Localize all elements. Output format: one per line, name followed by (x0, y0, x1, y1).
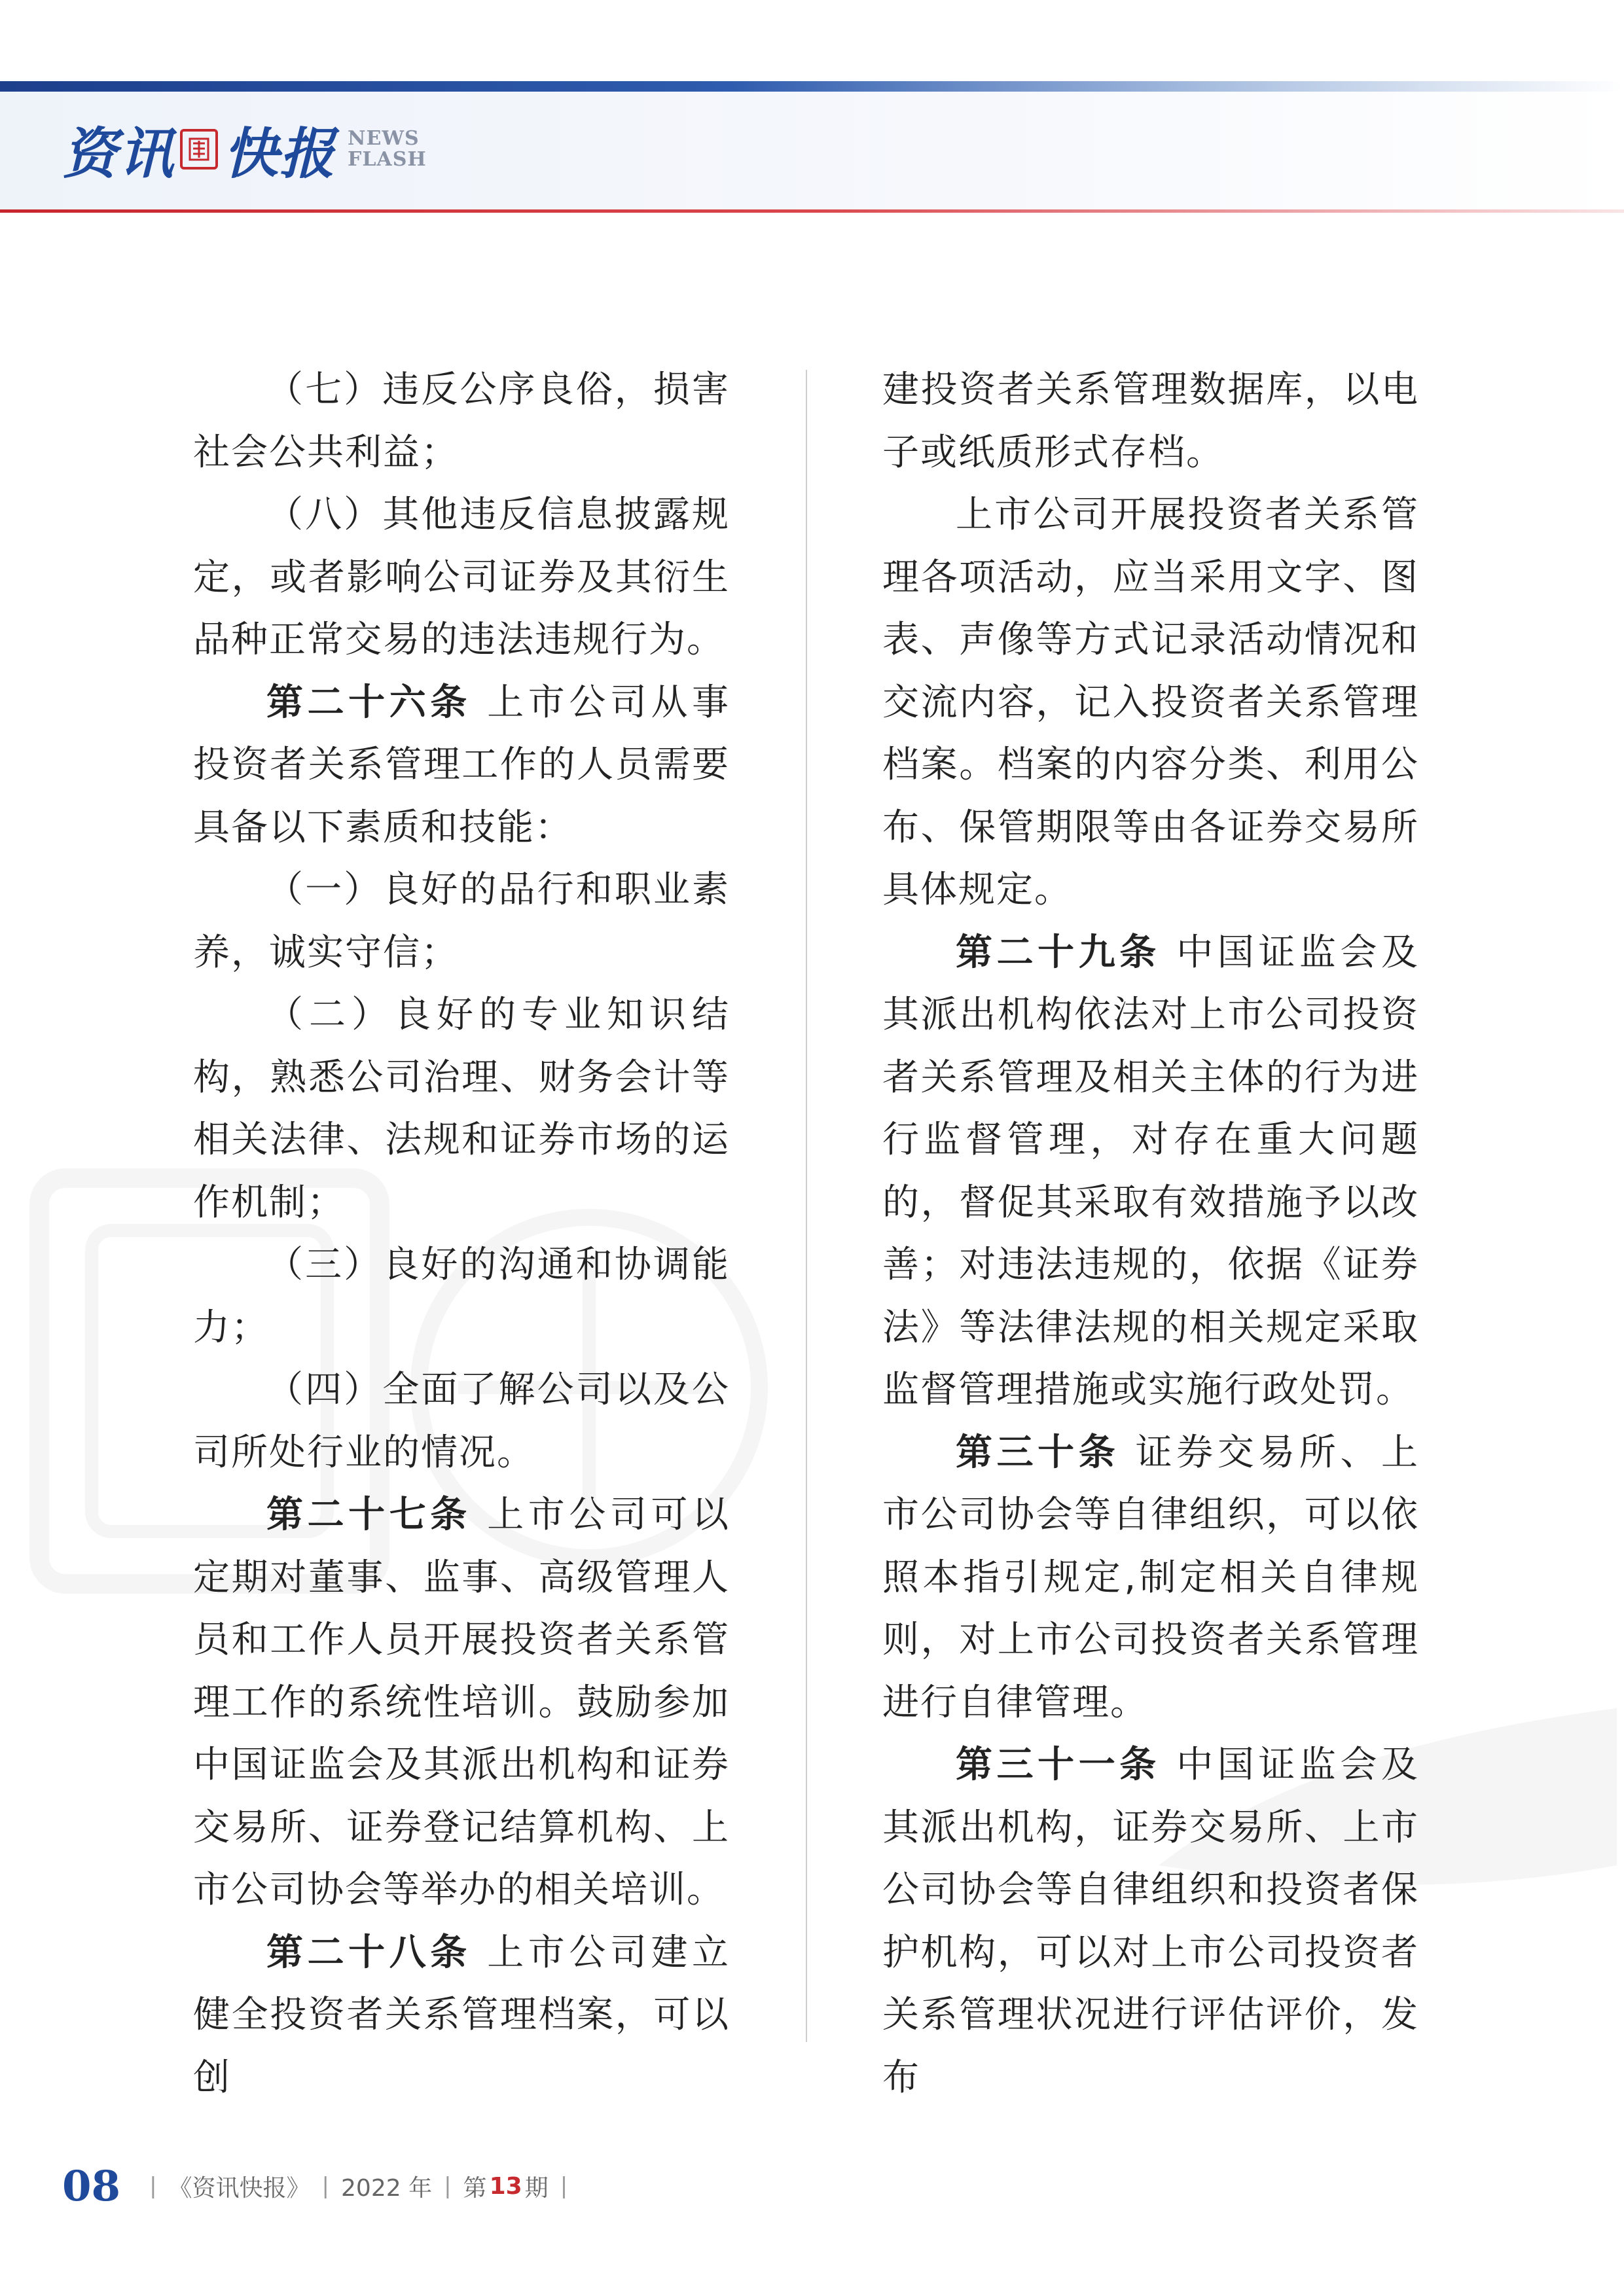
masthead-title-part2: 快报 (223, 120, 336, 186)
article-label: 第三十一条 (956, 1744, 1161, 1786)
right-column (882, 359, 1419, 2109)
footer-issue-suffix: 期 (524, 2174, 549, 2202)
left-paragraph-3 (193, 859, 730, 984)
footer-separator: | (444, 2173, 452, 2199)
header-top-bar (0, 81, 1624, 92)
paragraph-text: 中国证监会及其派出机构依法对上市公司投资者关系管理及相关主体的行为进行监督管理，对存在重大问题的，督促其采取有效措施予以改善；对违法违规的，依据《证券法》等法律法规的相关规定采取监督管理措施或实施行政处罚。 (882, 931, 1419, 1411)
masthead-english-line2: FLASH (348, 148, 427, 171)
column-divider (806, 370, 807, 2042)
footer-issue-prefix: 第 (463, 2174, 487, 2202)
paragraph-text: 上市公司从事投资者关系管理工作的人员需要具备以下素质和技能： (193, 681, 730, 849)
footer-publication: 《资讯快报》 (168, 2174, 310, 2202)
paragraph-text: （八）其他违反信息披露规定，或者影响公司证券及其衍生品种正常交易的违法违规行为。 (193, 493, 730, 661)
paragraph-text: （三）良好的沟通和协调能力； (193, 1244, 730, 1349)
paragraph-text: （七）违反公序良俗，损害社会公共利益； (193, 368, 730, 474)
right-paragraph-0 (882, 359, 1419, 484)
page-footer (62, 2160, 579, 2212)
left-column (193, 359, 730, 2109)
article-label: 第二十八条 (266, 1931, 471, 1974)
left-paragraph-8 (193, 1922, 730, 2109)
masthead-title-part1: 资讯 (62, 120, 175, 186)
footer-separator: | (149, 2173, 157, 2199)
header-red-rule (0, 209, 1624, 213)
right-paragraph-1 (882, 484, 1419, 922)
paragraph-text: 上市公司开展投资者关系管理各项活动，应当采用文字、图表、声像等方式记录活动情况和交流内容，记入投资者关系管理档案。档案的内容分类、利用公布、保管期限等由各证券交易所具体规定。 (882, 493, 1419, 911)
left-paragraph-7 (193, 1484, 730, 1922)
article-label: 第二十七条 (266, 1494, 471, 1536)
right-paragraph-3 (882, 1422, 1419, 1734)
article-label: 第二十九条 (956, 931, 1161, 974)
article-label: 第三十条 (956, 1431, 1120, 1474)
footer-separator: | (560, 2173, 568, 2199)
paragraph-text: （二）良好的专业知识结构，熟悉公司治理、财务会计等相关法律、法规和证券市场的运作机制； (193, 994, 730, 1224)
paragraph-text: （四）全面了解公司以及公司所处行业的情况。 (193, 1369, 730, 1474)
paragraph-text: （一）良好的品行和职业素养，诚实守信； (193, 869, 730, 974)
masthead-english (348, 128, 427, 170)
paragraph-text: 上市公司可以定期对董事、监事、高级管理人员和工作人员开展投资者关系管理工作的系统性培训。鼓励参加中国证监会及其派出机构和证券交易所、证券登记结算机构、上市公司协会等举办的相关培训。 (193, 1494, 730, 1911)
masthead-logo (62, 110, 427, 188)
footer-year: 2022 年 (341, 2174, 433, 2202)
paragraph-text: 证券交易所、上市公司协会等自律组织，可以依照本指引规定,制定相关自律规则，对上市公司投资者关系管理进行自律管理。 (882, 1431, 1419, 1724)
paragraph-text: 建投资者关系管理数据库，以电子或纸质形式存档。 (882, 368, 1419, 474)
left-paragraph-0 (193, 359, 730, 484)
left-paragraph-4 (193, 984, 730, 1234)
left-paragraph-2 (193, 672, 730, 859)
left-paragraph-1 (193, 484, 730, 672)
paragraph-text: 上市公司建立健全投资者关系管理档案，可以创 (193, 1931, 730, 2099)
masthead-english-line1: NEWS (348, 127, 420, 150)
right-paragraph-2 (882, 922, 1419, 1422)
right-paragraph-4 (882, 1734, 1419, 2109)
paragraph-text: 中国证监会及其派出机构，证券交易所、上市公司协会等自律组织和投资者保护机构，可以对上市公司投资者关系管理状况进行评估评价，发布 (882, 1744, 1419, 2099)
article-label: 第二十六条 (266, 681, 471, 724)
footer-separator: | (321, 2173, 330, 2199)
page-number: 08 (62, 2161, 121, 2211)
seal-icon (180, 129, 218, 170)
footer-issue-number: 13 (489, 2172, 522, 2200)
left-paragraph-5 (193, 1234, 730, 1359)
left-paragraph-6 (193, 1359, 730, 1484)
